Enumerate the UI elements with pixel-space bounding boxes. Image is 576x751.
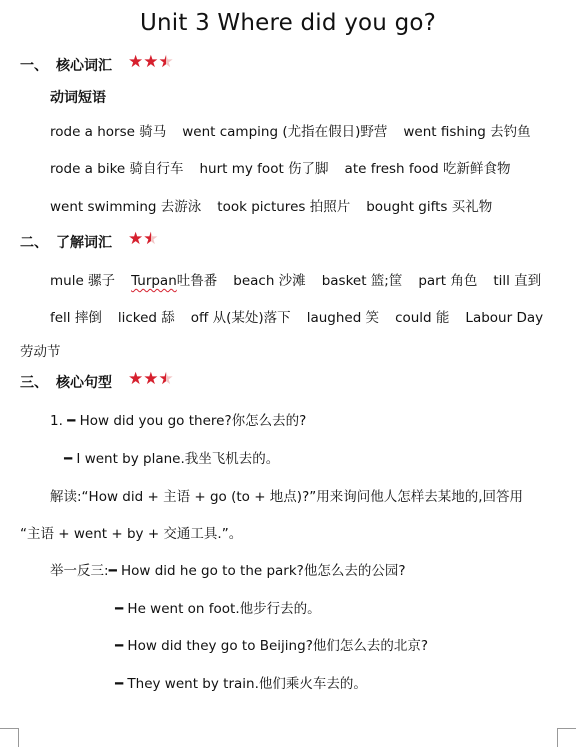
section-2-title: 了解词汇	[56, 235, 112, 251]
star-icon: ★	[128, 229, 144, 249]
star-icon: ★	[128, 369, 144, 389]
vocab-item: basket 篮;筐	[321, 273, 403, 289]
rating-stars	[128, 229, 159, 249]
half-star-icon: ★ ★	[159, 52, 174, 72]
vocab-item: ate fresh food 吃新鲜食物	[344, 161, 511, 177]
section-3-title: 核心句型	[56, 375, 112, 391]
star-icon: ★	[128, 52, 144, 72]
sentence-answer: ━ I went by plane.我坐飞机去的。	[64, 451, 280, 467]
section-1-heading	[20, 52, 174, 75]
vocab-item: went fishing 去钓鱼	[403, 124, 531, 140]
explanation-line: 解读:“How did + 主语 + go (to + 地点)?”用来询问他人怎样去某地的,回答用	[50, 489, 524, 505]
vocab-item: bought gifts 买礼物	[366, 199, 493, 215]
vocab-line-wrap: 劳动节	[20, 344, 61, 360]
example-label: 举一反三:	[50, 563, 109, 579]
vocab-item-turpan-cn: 吐鲁番	[176, 273, 218, 289]
vocab-item: mule 骡子	[50, 273, 116, 289]
page-corner-mark	[0, 728, 19, 747]
vocab-item: fell 摔倒	[50, 310, 102, 326]
vocab-line	[50, 195, 492, 215]
vocab-line	[50, 157, 511, 177]
section-2-number: 二、	[20, 235, 48, 251]
half-star-icon: ★ ★	[159, 369, 174, 389]
vocab-item: part 角色	[418, 273, 478, 289]
rating-stars	[128, 369, 174, 389]
example-question: ━ How did they go to Beijing?他们怎么去的北京?	[115, 638, 429, 654]
section-1-number: 一、	[20, 58, 48, 74]
vocab-item: laughed 笑	[306, 310, 380, 326]
vocab-item: till 直到	[493, 273, 542, 289]
vocab-line	[50, 120, 531, 140]
rating-stars	[128, 52, 174, 72]
vocab-item: off 从(某处)落下	[190, 310, 291, 326]
vocab-item: went swimming 去游泳	[50, 199, 202, 215]
vocab-item-turpan: Turpan	[131, 273, 177, 289]
vocab-item: took pictures 拍照片	[217, 199, 351, 215]
page-corner-mark	[557, 728, 576, 747]
star-icon: ★	[143, 369, 159, 389]
explanation-line: “主语 + went + by + 交通工具.”。	[20, 526, 243, 542]
vocab-item: Labour Day	[465, 310, 544, 326]
vocab-item: beach 沙滩	[233, 273, 306, 289]
vocab-item: rode a horse 骑马	[50, 124, 167, 140]
section-3-number: 三、	[20, 375, 48, 391]
vocab-item: went camping (尤指在假日)野营	[182, 124, 388, 140]
vocab-item: hurt my foot 伤了脚	[199, 161, 329, 177]
vocab-item: licked 舔	[117, 310, 175, 326]
example-question: ━ How did he go to the park?他怎么去的公园?	[108, 563, 406, 579]
page-title: Unit 3 Where did you go?	[139, 10, 437, 36]
half-star-icon: ★ ★	[143, 229, 158, 249]
example-line	[50, 559, 406, 579]
vocab-line	[50, 269, 541, 289]
section-1-title: 核心词汇	[56, 58, 112, 74]
vocab-item: could 能	[395, 310, 450, 326]
section-2-heading	[20, 229, 159, 252]
star-icon: ★	[143, 52, 159, 72]
sentence-question: 1. ━ How did you go there?你怎么去的?	[50, 413, 307, 429]
vocab-item: rode a bike 骑自行车	[50, 161, 184, 177]
vocab-line	[50, 306, 543, 326]
section-1-subheading: 动词短语	[50, 90, 106, 106]
section-3-heading	[20, 369, 174, 392]
example-answer: ━ They went by train.他们乘火车去的。	[115, 676, 367, 692]
example-answer: ━ He went on foot.他步行去的。	[115, 601, 321, 617]
